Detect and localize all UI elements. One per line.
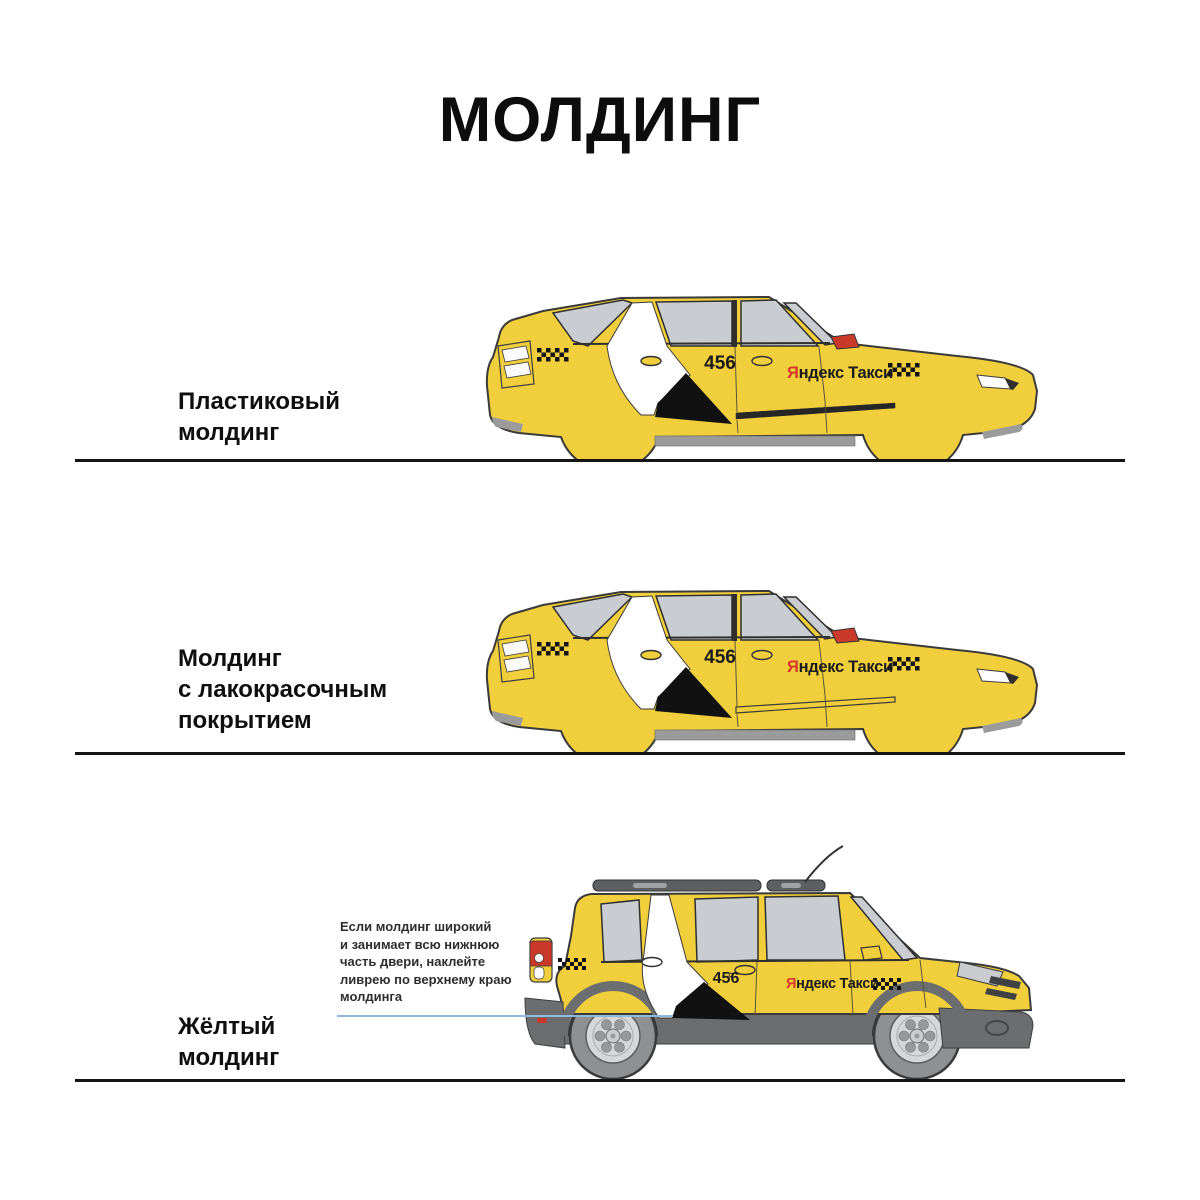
sedan-plastic-molding-illustration xyxy=(485,291,1045,461)
suv-yellow-molding-illustration xyxy=(505,836,1042,1080)
door-number-decal: 456 xyxy=(712,970,740,987)
ground-line-2 xyxy=(75,752,1125,755)
ground-line-1 xyxy=(75,459,1125,462)
door-number-decal: 456 xyxy=(704,353,736,374)
label-plastic-molding: Пластиковый молдинг xyxy=(178,388,341,446)
door-number-decal: 456 xyxy=(704,647,736,668)
sedan-painted-molding-illustration xyxy=(485,585,1045,755)
label-yellow-molding: Жёлтый молдинг xyxy=(178,1013,280,1071)
page-title: МОЛДИНГ xyxy=(438,85,762,155)
note-pointer-line xyxy=(337,1015,673,1017)
brand-decal: Яндекс Такси xyxy=(787,364,893,382)
label-painted-molding: Молдинг с лакокрасочным покрытием xyxy=(178,645,388,734)
brand-decal: Яндекс Такси xyxy=(786,976,879,992)
brand-decal: Яндекс Такси xyxy=(787,658,893,676)
wide-molding-note: Если молдинг широкий и занимает всю нижнюю часть двери, наклейте ливрею по верхнему краю молдинга xyxy=(340,919,512,1005)
ground-line-3 xyxy=(75,1079,1125,1082)
